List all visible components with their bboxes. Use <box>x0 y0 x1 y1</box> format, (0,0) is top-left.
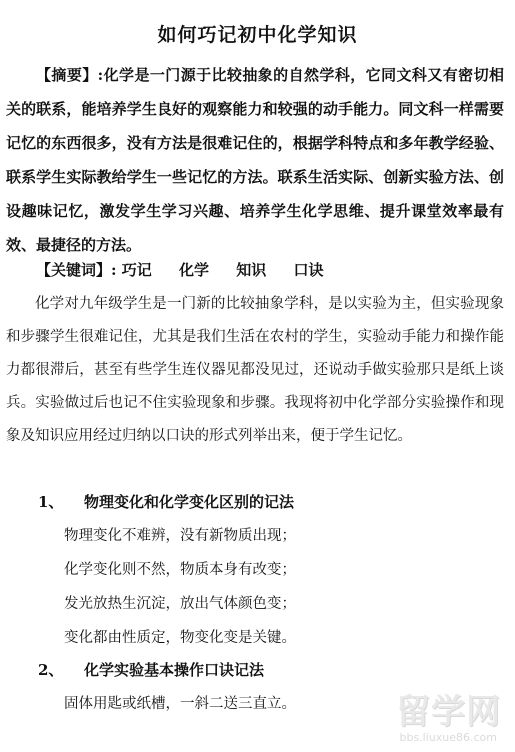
keywords-section <box>6 260 504 280</box>
section-1-heading <box>38 492 294 512</box>
watermark <box>331 684 501 744</box>
mnemonic-line: 固体用匙或纸槽，一斜二送三直立。 <box>64 696 296 712</box>
section-title: 物理变化和化学变化区别的记法 <box>84 493 295 511</box>
section-title: 化学实验基本操作口诀记法 <box>84 661 265 679</box>
keyword-term: 口诀 <box>293 261 324 279</box>
mnemonic-line: 化学变化则不然，物质本身有改变； <box>64 562 296 578</box>
keyword-term: 巧记 <box>121 261 152 279</box>
keywords-label: 【关键词】: <box>36 261 117 279</box>
abstract-label: 【摘要】: <box>36 66 104 84</box>
watermark-logo: 留学网 <box>396 692 501 732</box>
document-title: 如何巧记初中化学知识 <box>157 24 358 46</box>
abstract-section <box>6 58 504 262</box>
section-2-heading <box>38 660 264 680</box>
watermark-url: bbs.liuxue86.com <box>399 731 497 744</box>
section-number: 1、 <box>38 493 64 511</box>
mnemonic-line: 发光放热生沉淀，放出气体颜色变； <box>64 596 296 612</box>
abstract-text: 化学是一门源于比较抽象的自然学科，它同文科又有密切相关的联系，能培养学生良好的观察能力和较强的动手能力。同文科一样需要记忆的东西很多，没有方法是很难记住的，根据学科特点和多年教学经验、联系学生实际教给学生一些记忆的方法。联系生活实际、创新实验方法、创设趣味记忆，激发学生学习兴趣、培养学生化学思维、提升课堂效率最有效、最捷径的方法。 <box>6 66 504 254</box>
mnemonic-line: 物理变化不难辨，没有新物质出现； <box>64 528 296 544</box>
mnemonic-line: 变化都由性质定，物变化变是关键。 <box>64 630 296 646</box>
keyword-term: 化学 <box>179 261 210 279</box>
intro-section <box>6 288 504 453</box>
intro-paragraph: 化学对九年级学生是一门新的比较抽象学科，是以实验为主，但实验现象和步骤学生很难记住，尤其是我们生活在农村的学生，实验动手能力和操作能力都很滞后，甚至有些学生连仪器见都没见过，还说动手做实验那只是纸上谈兵。实验做过后也记不住实验现象和步骤。我现将初中化学部分实验操作和现象及知识应用经过归纳以口诀的形式列举出来，便于学生记忆。 <box>6 296 504 444</box>
section-number: 2、 <box>38 661 64 679</box>
keyword-term: 知识 <box>236 261 267 279</box>
abstract-paragraph <box>6 58 504 262</box>
